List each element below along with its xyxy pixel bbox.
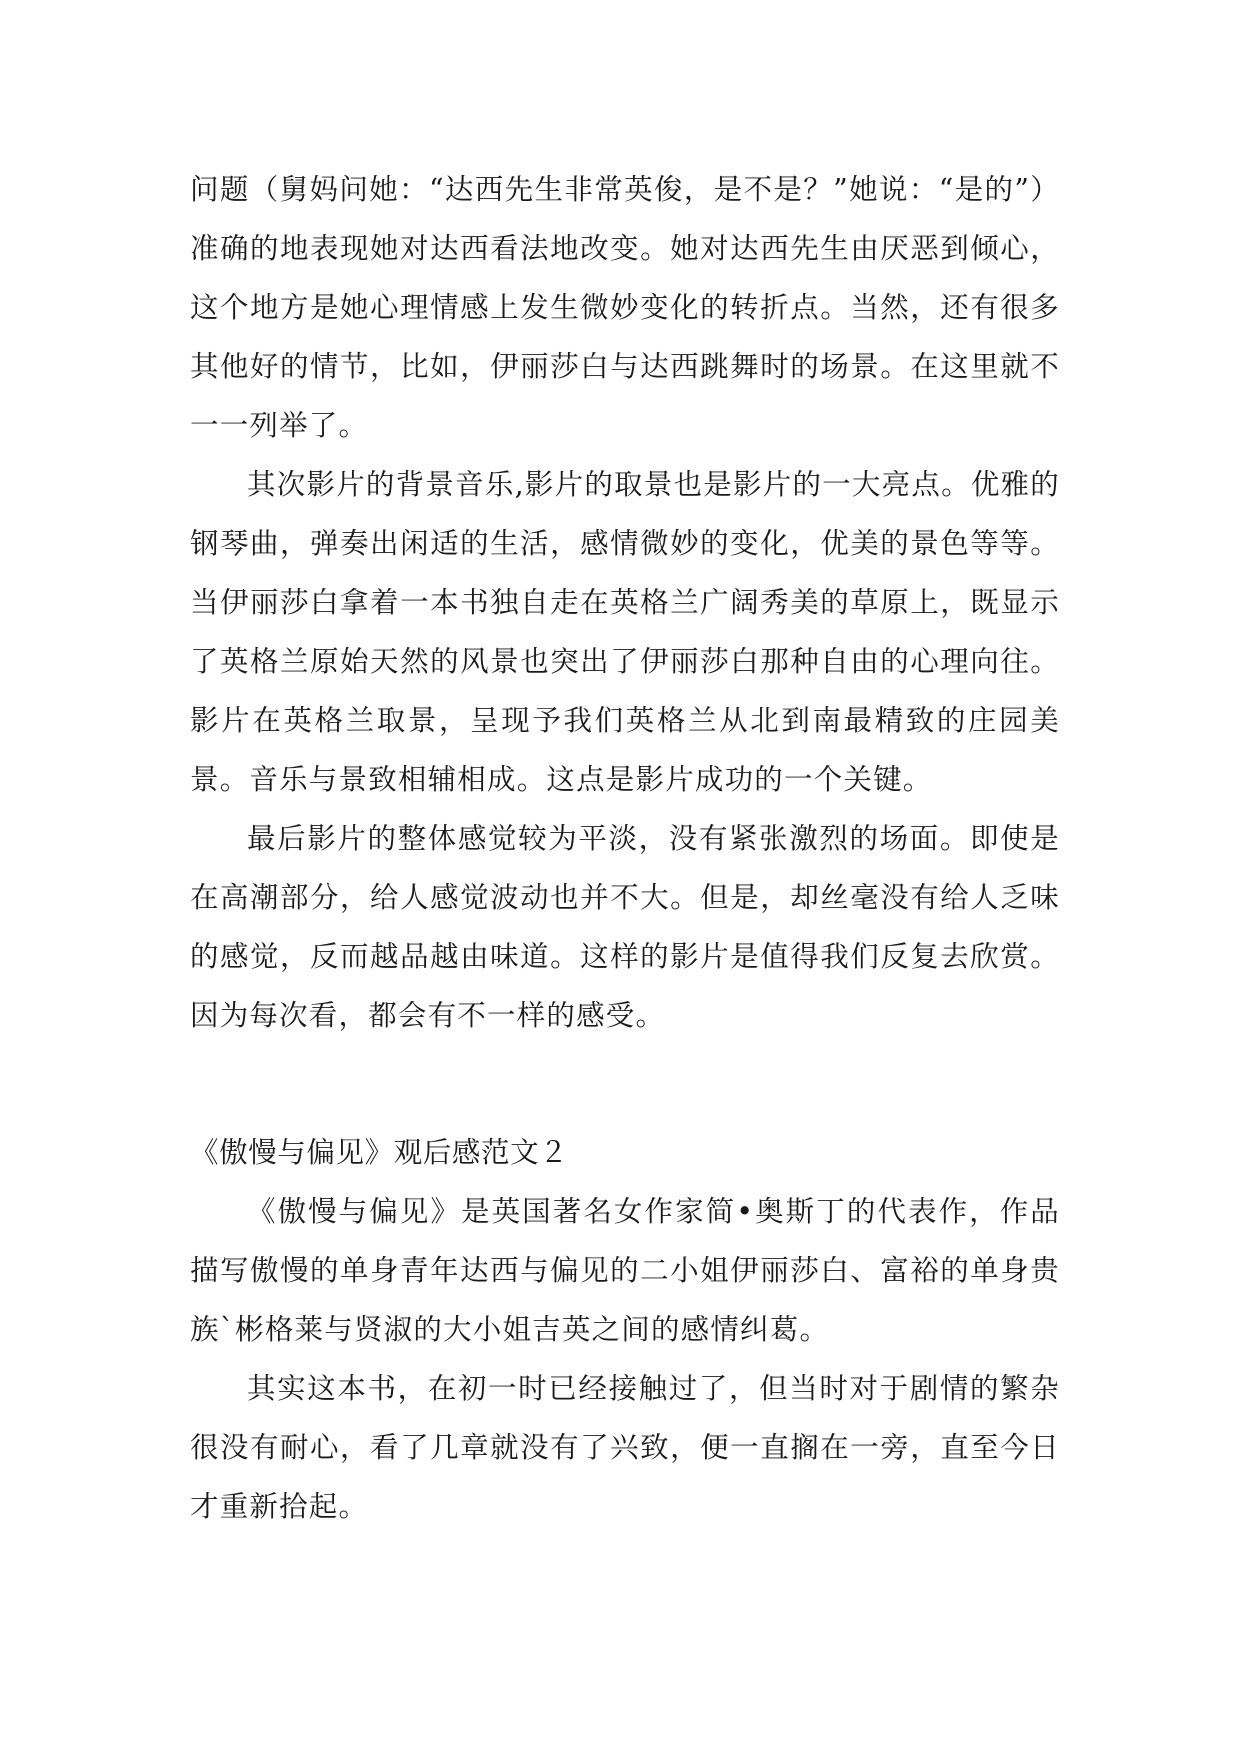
- paragraph-2: 其次影片的背景音乐,影片的取景也是影片的一大亮点。优雅的钢琴曲，弹奏出闲适的生活，感情微妙的变化，优美的景色等等。当伊丽莎白拿着一本书独自走在英格兰广阔秀美的草原上，既显示了英格兰原始天然的风景也突出了伊丽莎白那种自由的心理向往。影片在英格兰取景，呈现予我们英格兰从北到南最精致的庄园美景。音乐与景致相辅相成。这点是影片成功的一个关键。: [190, 468, 1060, 796]
- paragraph-5: 其实这本书，在初一时已经接触过了，但当时对于剧情的繁杂很没有耐心，看了几章就没有了兴致，便一直搁在一旁，直至今日才重新拾起。: [190, 1372, 1060, 1523]
- document-body: [190, 160, 1060, 1536]
- paragraph-3: 最后影片的整体感觉较为平淡，没有紧张激烈的场面。即使是在高潮部分，给人感觉波动也并不大。但是，却丝毫没有给人乏味的感觉，反而越品越由味道。这样的影片是值得我们反复去欣赏。因为每次看，都会有不一样的感受。: [190, 822, 1060, 1032]
- section-title: 《傲慢与偏见》观后感范文２: [190, 1136, 569, 1169]
- paragraph-1: 问题（舅妈问她：“达西先生非常英俊，是不是？”她说：“是的”）准确的地表现她对达西看法地改变。她对达西先生由厌恶到倾心，这个地方是她心理情感上发生微妙变化的转折点。当然，还有很多其他好的情节，比如，伊丽莎白与达西跳舞时的场景。在这里就不一一列举了。: [190, 173, 1060, 442]
- paragraph-4: 《傲慢与偏见》是英国著名女作家简•奥斯丁的代表作，作品描写傲慢的单身青年达西与偏见的二小姐伊丽莎白、富裕的单身贵族`彬格莱与贤淑的大小姐吉英之间的感情纠葛。: [190, 1195, 1060, 1346]
